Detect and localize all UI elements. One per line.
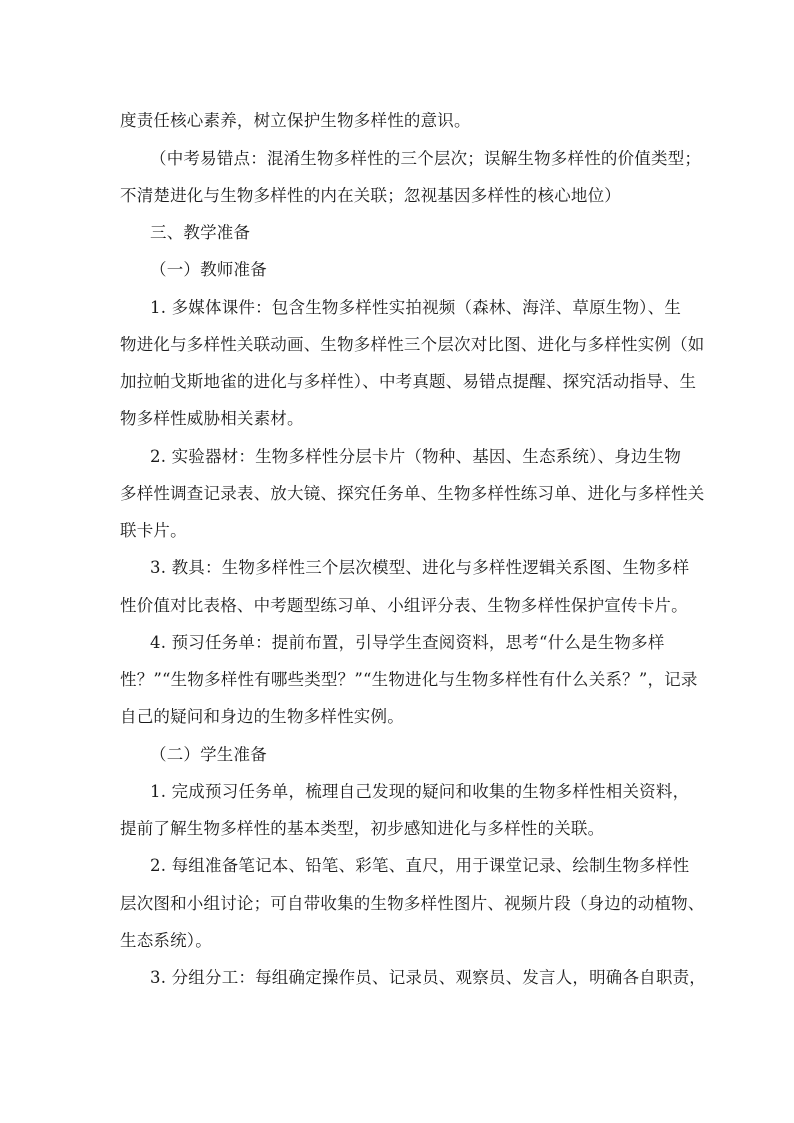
text-line-22: 层次图和小组讨论；可自带收集的生物多样性图片、视频片段（身边的动植物、: [120, 894, 705, 913]
text-line-12: 联卡片。: [120, 521, 187, 540]
text-line-16: 性？”“生物多样性有哪些类型？”“生物进化与生物多样性有什么关系？”，记录: [120, 670, 698, 689]
text-line-19: 1. 完成预习任务单，梳理自己发现的疑问和收集的生物多样性相关资料，: [150, 782, 690, 801]
text-line-8: 加拉帕戈斯地雀的进化与多样性）、中考真题、易错点提醒、探究活动指导、生: [120, 372, 697, 391]
text-line-21: 2. 每组准备笔记本、铅笔、彩笔、直尺，用于课堂记录、绘制生物多样性: [150, 856, 690, 875]
text-line-11: 多样性调查记录表、放大镜、探究任务单、生物多样性练习单、进化与多样性关: [120, 484, 705, 503]
text-line-24: 3. 分组分工：每组确定操作员、记录员、观察员、发言人，明确各自职责，: [150, 968, 706, 987]
text-line-17: 自己的疑问和身边的生物多样性实例。: [120, 707, 404, 726]
text-line-3: 不清楚进化与生物多样性的内在关联；忽视基因多样性的核心地位）: [120, 186, 621, 205]
text-line-15: 4. 预习任务单：提前布置，引导学生查阅资料，思考“什么是生物多样: [150, 633, 665, 652]
subsection-heading-teacher-preparation: （一）教师准备: [150, 260, 267, 279]
text-line-10: 2. 实验器材：生物多样性分层卡片（物种、基因、生态系统）、身边生物: [150, 447, 682, 466]
text-line-2: （中考易错点：混淆生物多样性的三个层次；误解生物多样性的价值类型；: [150, 149, 702, 168]
text-line-1: 度责任核心素养，树立保护生物多样性的意识。: [120, 111, 471, 130]
text-line-13: 3. 教具：生物多样性三个层次模型、进化与多样性逻辑关系图、生物多样: [150, 558, 690, 577]
text-line-7: 物进化与多样性关联动画、生物多样性三个层次对比图、进化与多样性实例（如: [120, 335, 705, 354]
text-line-23: 生态系统）。: [120, 931, 212, 950]
text-line-9: 物多样性威胁相关素材。: [120, 409, 304, 428]
section-heading-teaching-preparation: 三、教学准备: [150, 223, 251, 242]
text-line-14: 性价值对比表格、中考题型练习单、小组评分表、生物多样性保护宣传卡片。: [120, 596, 688, 615]
text-line-20: 提前了解生物多样性的基本类型，初步感知进化与多样性的关联。: [120, 819, 605, 838]
subsection-heading-student-preparation: （二）学生准备: [150, 745, 267, 764]
text-line-6: 1. 多媒体课件：包含生物多样性实拍视频（森林、海洋、草原生物）、生: [150, 298, 682, 317]
